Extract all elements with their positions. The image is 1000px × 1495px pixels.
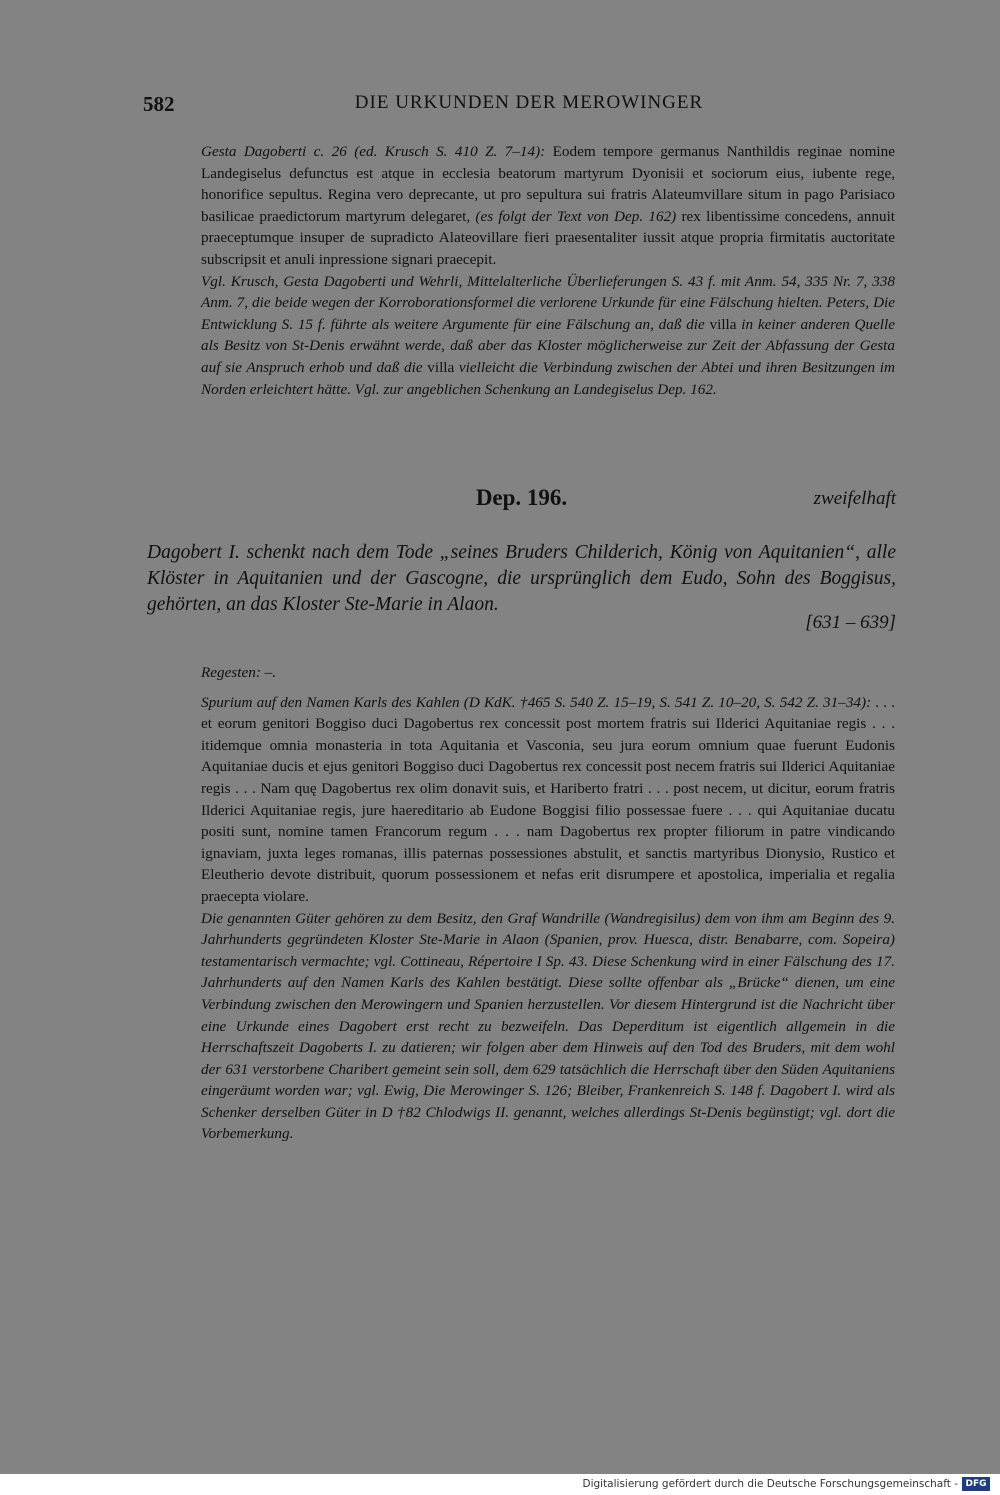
gesta-paragraph [201,141,895,271]
gesta-section [201,141,895,400]
sources-section [201,662,895,1145]
note1-part-1: Vgl. Krusch, Gesta Dagoberti und Wehrli, Mittelalterliche Überlieferungen S. 43 f. mit Anm. 54, 335 Nr. 7, 338 Anm. 7, die beide wegen der Korroborationsformel die verlorene Urkunde für eine Fälschung hielten. Peters, Die Entwicklung S. 15 f. führte als weitere Argumente für eine Fälschung an, daß die [201,272,895,333]
spurium-citation: Spurium auf den Namen Karls des Kahlen (D KdK. †465 S. 540 Z. 15–19, S. 541 Z. 10–20, S. 542 Z. 31–34): [201,693,872,711]
deperditum-header [147,485,896,517]
funding-credit: Digitalisierung gefördert durch die Deutsche Forschungsgemeinschaft - [582,1478,958,1490]
gesta-insert: (es folgt der Text von Dep. 162) [475,207,677,225]
page-number: 582 [143,92,175,116]
commentary-note-1 [201,271,895,401]
gesta-citation: Gesta Dagoberti c. 26 (ed. Krusch S. 410 Z. 7–14): [201,143,546,160]
deperditum-title: Dep. 196. [475,485,568,510]
spurium-paragraph [201,692,895,908]
dfg-logo[interactable]: DFG [962,1477,990,1491]
deperditum-status: zweifelhaft [813,488,896,509]
deperditum-date: [631 – 639] [805,612,896,633]
running-head [143,92,895,122]
gesta-text-1: Eodem tempore germanus Nanthildis reginae nomine Landegiselus defunctus est atque in ecclesia beatorum martyrum Dyonisii et sociorum eius, iubente rege, honorifice sepultus. Regina vero deprecante, ut pro sepultura sui fratris Alateumvillare situm in pago Parisiaco basilicae praedictorum martyrum delegaret, [201,143,895,225]
deperditum-summary: Dagobert I. schenkt nach dem Tode „seines Bruders Childerich, König von Aquitanien“, alle Klöster in Aquitanien und der Gascogne, die ursprünglich dem Eudo, Sohn des Boggisus, gehörten, an das Kloster Ste-Marie in Alaon. [147,542,896,615]
note1-part-2: in keiner anderen Quelle als Besitz von St-Denis erwähnt werde, daß aber das Kloster möglicherweise zur Zeit der Abfassung der Gesta auf sie Anspruch erhob und daß die [201,315,895,376]
gesta-text-2: rex libentissime concedens, annuit praeceptumque insuper de supradicto Alateovillare fieri praesentaliter iussit atque propria firmitatis auctoritate subscripsit et anuli inpressione signari praecepit. [201,207,896,268]
note1-part-3: vielleicht die Verbindung zwischen der Abtei und ihren Besitzungen im Norden erleichtert hätte. Vgl. zur angeblichen Schenkung an Landegiselus Dep. 162. [201,358,895,398]
footer-bar [0,1474,1000,1495]
commentary-note-2: Die genannten Güter gehören zu dem Besitz, den Graf Wandrille (Wandregisilus) dem von ihm am Beginn des 9. Jahrhunderts gegründeten Kloster Ste-Marie in Alaon (Spanien, prov. Huesca, distr. Benabarre, com. Sopeira) testamentarisch vermachte; vgl. Cottineau, Répertoire I Sp. 43. Diese Schenkung wird in einer Fälschung des 17. Jahrhunderts auf den Namen Karls des Kahlen bestätigt. Diese sollte offenbar als „Brücke“ dienen, um eine Verbindung zwischen den Merowingern und Spanien herzustellen. Vor diesem Hintergrund ist die Nachricht über eine Urkunde eines Dagobert erst recht zu bezweifeln. Das Deperditum ist eigentlich allgemein in die Herrschaftszeit Dagoberts I. zu datieren; wir folgen aber dem Hinweis auf den Tod des Bruders, mit dem wohl der 631 verstorbene Charibert gemeint sein soll, dem 629 tatsächlich die Herrschaft über den Süden Aquitaniens eingeräumt worden war; vgl. Ewig, Die Merowinger S. 126; Bleiber, Frankenreich S. 148 f. Dagobert I. wird als Schenker derselben Güter in D †82 Chlodwigs II. genannt, welches allerdings St-Denis begünstigt; vgl. dort die Vorbemerkung. [201,909,895,1143]
running-title: DIE URKUNDEN DER MEROWINGER [354,92,704,113]
spurium-text: . . . et eorum genitori Boggiso duci Dagobertus rex concessit post mortem fratris sui Ilderici Aquitaniae regis . . . itidemque omnia monasteria in tota Aquitania et Vasconia, seu jura eorum omnium quae fuerunt Eudonis Aquitaniae ducis et ejus genitori Boggiso duci Dagobertus rex concessit post necem fratris sui Ilderici Aquitaniae regis . . . Nam quę Dagobertus rex olim donavit suis, et Hariberto fratri . . . post necem, ut dicitur, eorum fratris Ilderici Aquitaniae regis, jure haereditario ab Eudone Boggisi filio possessae fuere . . . qui Aquitaniae ducatu positi sunt, nomine tamen Francorum regum . . . nam Dagobertus rex propter filiorum in patre vindicando ignaviam, juxta leges romanas, illis paternas possessiones abstulit, et sanctis martyribus Dionysio, Rustico et Eleutherio devote distribuit, quorum possessionem et nefas erit disrumpere et apostolica, imperialia et regalia praecepta violare. [201,693,895,905]
regesten-line: Regesten: –. [201,664,277,681]
note1-villa-1: villa [709,315,737,333]
note1-villa-2: villa [427,358,455,376]
